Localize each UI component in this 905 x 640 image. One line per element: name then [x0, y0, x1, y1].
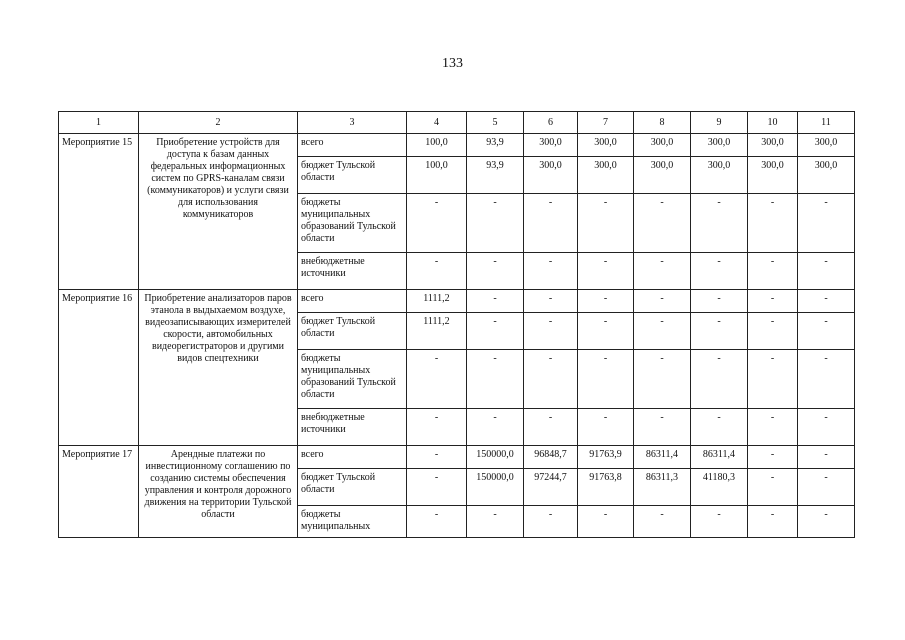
amount-cell	[407, 157, 467, 194]
amount-cell	[467, 313, 524, 350]
event-description: Приобретение анализаторов паров этанола в выдыхаемом воздухе, видеозаписывающих измерителей скорости, автомобильных видеорегистраторов и другими видов спецтехники	[139, 290, 298, 446]
amount-value: -	[824, 353, 828, 364]
amount-value: 300,0	[761, 160, 784, 171]
amount-cell	[798, 313, 855, 350]
table-body	[59, 112, 855, 538]
column-number: 6	[524, 112, 578, 134]
funding-source: внебюджетные источники	[298, 409, 407, 446]
amount-value: -	[770, 197, 775, 208]
column-number-row	[59, 112, 855, 134]
amount-cell	[634, 409, 691, 446]
amount-cell	[467, 506, 524, 538]
amount-value: -	[548, 293, 553, 304]
amount-value: -	[603, 293, 608, 304]
amount-cell	[748, 157, 798, 194]
amount-cell	[524, 134, 578, 157]
amount-cell	[524, 313, 578, 350]
page-number: 133	[442, 56, 463, 71]
amount-value: -	[770, 256, 775, 267]
amount-cell	[578, 134, 634, 157]
amount-value: 300,0	[707, 137, 731, 148]
event-description: Приобретение устройств для доступа к базам данных федеральных информационных систем по GPRS-каналам связи (коммуникаторов) и услуги связи для использования коммуникаторов	[139, 134, 298, 290]
amount-cell	[407, 469, 467, 506]
amount-cell	[634, 506, 691, 538]
table-row	[59, 134, 855, 157]
amount-cell	[578, 313, 634, 350]
amount-cell	[691, 446, 748, 469]
amount-value: 93,9	[486, 160, 504, 171]
column-number: 4	[407, 112, 467, 134]
amount-cell	[578, 506, 634, 538]
amount-value: -	[603, 353, 608, 364]
amount-value: -	[824, 509, 828, 520]
amount-value: -	[548, 509, 553, 520]
amount-cell	[634, 469, 691, 506]
funding-source: бюджет Тульской области	[298, 157, 407, 194]
funding-source: всего	[298, 290, 407, 313]
amount-cell	[748, 134, 798, 157]
amount-cell	[467, 253, 524, 290]
column-number: 9	[691, 112, 748, 134]
amount-cell	[407, 350, 467, 409]
amount-cell	[691, 350, 748, 409]
amount-cell	[407, 194, 467, 253]
amount-cell	[467, 350, 524, 409]
amount-value: -	[603, 256, 608, 267]
amount-value: -	[824, 472, 828, 483]
amount-cell	[524, 350, 578, 409]
amount-cell	[578, 253, 634, 290]
amount-cell	[524, 253, 578, 290]
amount-value: -	[548, 353, 553, 364]
amount-cell	[524, 409, 578, 446]
amount-value: -	[770, 293, 775, 304]
amount-value: -	[770, 412, 775, 423]
amount-cell	[691, 469, 748, 506]
amount-value: 150000,0	[476, 449, 514, 460]
amount-value: -	[770, 353, 775, 364]
amount-cell	[748, 290, 798, 313]
amount-value: 100,0	[425, 137, 448, 148]
amount-value: -	[603, 197, 608, 208]
amount-cell	[578, 409, 634, 446]
amount-value: 93,9	[486, 137, 504, 148]
amount-value: -	[717, 256, 721, 267]
amount-value: 86311,3	[645, 472, 679, 483]
amount-value: -	[493, 293, 497, 304]
amount-cell	[691, 409, 748, 446]
amount-value: -	[493, 509, 497, 520]
funding-source: бюджеты муниципальных образований Тульской области	[298, 350, 407, 409]
amount-cell	[634, 290, 691, 313]
amount-cell	[407, 313, 467, 350]
amount-value: -	[770, 449, 775, 460]
funding-source: бюджет Тульской области	[298, 469, 407, 506]
amount-cell	[634, 253, 691, 290]
column-number: 10	[748, 112, 798, 134]
amount-cell	[691, 290, 748, 313]
amount-value: -	[434, 353, 439, 364]
amount-cell	[407, 134, 467, 157]
event-label: Мероприятие 17	[59, 446, 139, 538]
amount-cell	[524, 194, 578, 253]
amount-cell	[748, 506, 798, 538]
amount-cell	[691, 134, 748, 157]
amount-cell	[691, 313, 748, 350]
funding-source: внебюджетные источники	[298, 253, 407, 290]
amount-cell	[691, 253, 748, 290]
amount-cell	[467, 157, 524, 194]
amount-value: -	[434, 509, 439, 520]
amount-cell	[798, 446, 855, 469]
amount-value: 1111,2	[423, 316, 450, 327]
amount-value: -	[660, 197, 664, 208]
column-number: 3	[298, 112, 407, 134]
amount-cell	[798, 253, 855, 290]
amount-value: -	[603, 316, 608, 327]
amount-value: -	[493, 353, 497, 364]
amount-value: 86311,4	[702, 449, 736, 460]
amount-value: 300,0	[539, 160, 562, 171]
column-number: 8	[634, 112, 691, 134]
amount-value: 86311,4	[645, 449, 679, 460]
amount-value: -	[603, 412, 608, 423]
amount-value: 300,0	[814, 137, 838, 148]
amount-cell	[407, 409, 467, 446]
amount-cell	[407, 506, 467, 538]
table-row	[59, 290, 855, 313]
amount-value: -	[434, 449, 439, 460]
amount-cell	[578, 469, 634, 506]
funding-source: всего	[298, 134, 407, 157]
amount-cell	[634, 350, 691, 409]
amount-value: -	[603, 509, 608, 520]
amount-value: -	[548, 197, 553, 208]
amount-value: 300,0	[594, 137, 617, 148]
amount-value: -	[493, 256, 497, 267]
amount-cell	[748, 253, 798, 290]
amount-cell	[798, 194, 855, 253]
amount-value: -	[770, 316, 775, 327]
amount-value: -	[434, 412, 439, 423]
amount-cell	[407, 290, 467, 313]
amount-value: 96848,7	[534, 449, 567, 460]
amount-cell	[524, 506, 578, 538]
amount-cell	[748, 469, 798, 506]
event-label: Мероприятие 16	[59, 290, 139, 446]
amount-value: 300,0	[650, 160, 674, 171]
amount-cell	[524, 290, 578, 313]
amount-value: -	[717, 412, 721, 423]
amount-value: -	[660, 509, 664, 520]
amount-cell	[634, 157, 691, 194]
amount-cell	[578, 194, 634, 253]
amount-cell	[467, 469, 524, 506]
amount-cell	[748, 194, 798, 253]
column-number: 11	[798, 112, 855, 134]
amount-value: 300,0	[594, 160, 617, 171]
amount-cell	[467, 290, 524, 313]
amount-value: -	[493, 412, 497, 423]
amount-cell	[691, 157, 748, 194]
amount-value: 150000,0	[476, 472, 514, 483]
amount-value: 300,0	[539, 137, 562, 148]
amount-cell	[691, 194, 748, 253]
amount-value: -	[493, 316, 497, 327]
amount-cell	[524, 157, 578, 194]
amount-value: -	[548, 256, 553, 267]
amount-value: -	[548, 412, 553, 423]
amount-value: -	[434, 472, 439, 483]
amount-value: -	[717, 509, 721, 520]
amount-cell	[748, 313, 798, 350]
amount-value: -	[660, 412, 664, 423]
amount-cell	[467, 446, 524, 469]
amount-cell	[634, 313, 691, 350]
amount-value: 100,0	[425, 160, 448, 171]
amount-cell	[798, 506, 855, 538]
amount-cell	[467, 134, 524, 157]
amount-cell	[524, 469, 578, 506]
amount-value: -	[824, 412, 828, 423]
amount-value: -	[824, 316, 828, 327]
amount-cell	[578, 350, 634, 409]
amount-value: -	[824, 449, 828, 460]
amount-value: -	[717, 316, 721, 327]
amount-cell	[407, 253, 467, 290]
amount-value: -	[434, 197, 439, 208]
amount-value: 300,0	[707, 160, 731, 171]
column-number: 7	[578, 112, 634, 134]
amount-cell	[407, 446, 467, 469]
amount-cell	[578, 446, 634, 469]
amount-value: -	[660, 293, 664, 304]
funding-source: бюджеты муниципальных образований Тульской области	[298, 194, 407, 253]
amount-cell	[634, 194, 691, 253]
amount-value: 300,0	[650, 137, 674, 148]
amount-value: -	[770, 509, 775, 520]
amount-cell	[524, 446, 578, 469]
amount-value: 91763,8	[589, 472, 622, 483]
amount-value: -	[717, 197, 721, 208]
amount-value: 300,0	[761, 137, 784, 148]
amount-cell	[634, 446, 691, 469]
table-row	[59, 446, 855, 469]
amount-cell	[748, 409, 798, 446]
amount-value: 91763,9	[589, 449, 622, 460]
amount-cell	[634, 134, 691, 157]
amount-cell	[467, 409, 524, 446]
amount-cell	[578, 157, 634, 194]
event-description: Арендные платежи по инвестиционному соглашению по созданию системы обеспечения управления и контроля дорожного движения на территории Тульской области	[139, 446, 298, 538]
amount-cell	[798, 157, 855, 194]
amount-value: -	[824, 256, 828, 267]
column-number: 5	[467, 112, 524, 134]
funding-source: всего	[298, 446, 407, 469]
amount-value: -	[548, 316, 553, 327]
amount-value: 41180,3	[702, 472, 736, 483]
amount-value: -	[717, 293, 721, 304]
amount-cell	[467, 194, 524, 253]
amount-value: -	[824, 293, 828, 304]
column-number: 1	[59, 112, 139, 134]
amount-value: -	[717, 353, 721, 364]
column-number: 2	[139, 112, 298, 134]
amount-value: 1111,2	[423, 293, 450, 304]
amount-cell	[691, 506, 748, 538]
funding-table	[58, 111, 855, 538]
amount-cell	[798, 134, 855, 157]
amount-cell	[578, 290, 634, 313]
amount-value: -	[493, 197, 497, 208]
amount-cell	[798, 469, 855, 506]
funding-source: бюджет Тульской области	[298, 313, 407, 350]
amount-value: 300,0	[814, 160, 838, 171]
amount-cell	[798, 350, 855, 409]
amount-value: -	[660, 353, 664, 364]
amount-value: -	[434, 256, 439, 267]
event-label: Мероприятие 15	[59, 134, 139, 290]
amount-cell	[748, 446, 798, 469]
amount-cell	[798, 409, 855, 446]
amount-cell	[748, 350, 798, 409]
amount-value: -	[824, 197, 828, 208]
amount-value: -	[660, 316, 664, 327]
amount-value: -	[770, 472, 775, 483]
funding-source: бюджеты муниципальных	[298, 506, 407, 538]
amount-value: -	[660, 256, 664, 267]
amount-value: 97244,7	[534, 472, 567, 483]
amount-cell	[798, 290, 855, 313]
